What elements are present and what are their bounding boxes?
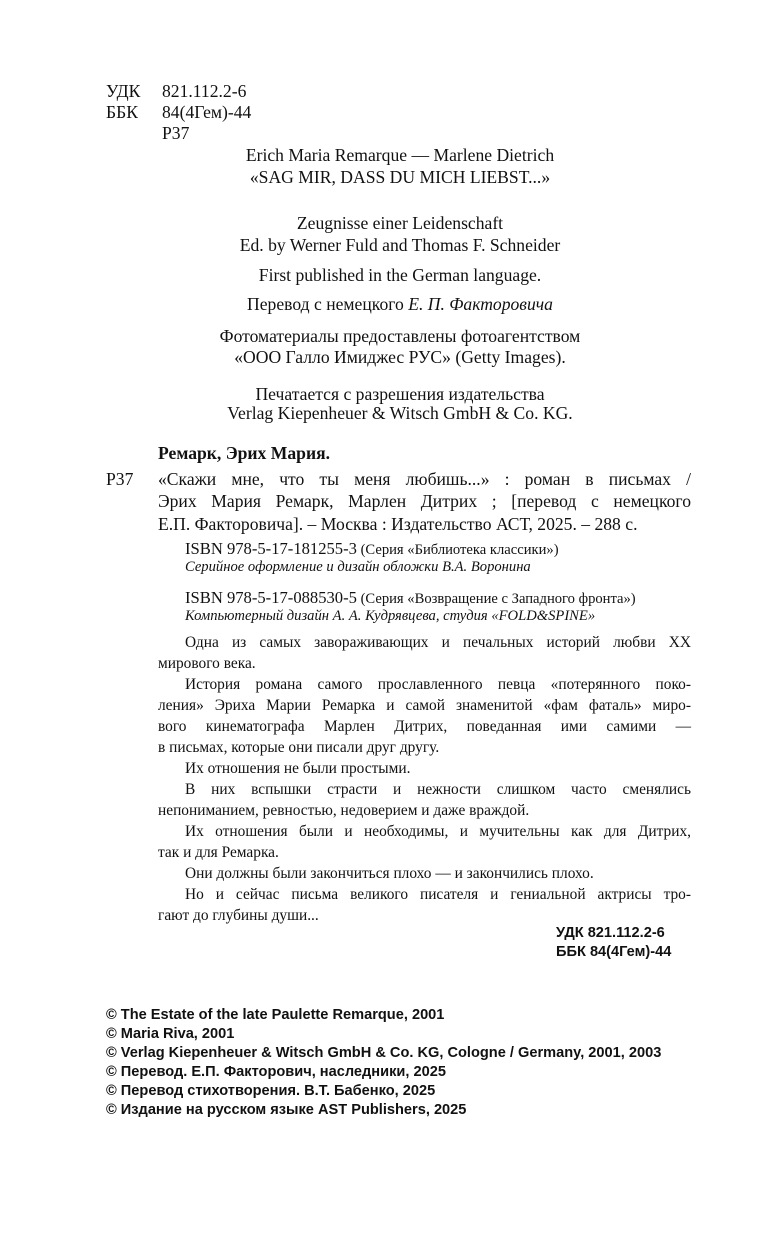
annotation-p3: Их отношения не были простыми. (185, 760, 411, 777)
original-title: «SAG MIR, DASS DU MICH LIEBST...» (249, 167, 551, 187)
annotation-p7a: Но и сейчас письма великого писателя и гениальной актрисы тро- (185, 886, 691, 903)
original-authors: Erich Maria Remarque — Marlene Dietrich (245, 145, 555, 165)
bbk-bottom: ББК 84(4Гем)-44 (556, 944, 672, 960)
copyright-line-1: © The Estate of the late Paulette Remarque, 2001 (106, 1007, 445, 1023)
record-desc-1: «Скажи мне, что ты меня любишь...» : роман в письмах / (158, 469, 691, 489)
annotation-p6: Они должны были закончиться плохо — и закончились плохо. (185, 865, 594, 882)
copyright-line-2: © Maria Riva, 2001 (106, 1026, 235, 1042)
annotation-p1a: Одна из самых завораживающих и печальных историй любви XX (185, 634, 691, 651)
translator-name: Е. П. Факторовича (408, 294, 553, 314)
series-2: (Серия «Возвращение с Западного фронта») (356, 591, 636, 607)
translation-prefix: Перевод с немецкого (247, 294, 409, 314)
isbn-line-1 (185, 538, 559, 560)
isbn-line-2 (185, 587, 636, 609)
annotation-p5b: так и для Ремарка. (158, 844, 279, 861)
annotation-p5a: Их отношения были и необходимы, и мучительны как для Дитрих, (185, 823, 691, 840)
copyright-line-6: © Издание на русском языке AST Publishers, 2025 (106, 1102, 467, 1118)
bbk-code: 84(4Гем)-44 (162, 102, 252, 122)
isbn-2: ISBN 978-5-17-088530-5 (185, 588, 357, 607)
design-credit-2: Компьютерный дизайн А. А. Кудрявцева, студия «FOLD&SPINE» (185, 608, 596, 624)
annotation-p2a: История романа самого прославленного певца «потерянного поко- (185, 676, 691, 693)
record-desc-2: Эрих Мария Ремарк, Марлен Дитрих ; [перевод с немецкого (158, 491, 691, 511)
annotation-p2b: ления» Эриха Марии Ремарка и самой знаменитой «фам фаталь» миро- (158, 697, 691, 714)
original-subtitle: Zeugnisse einer Leidenschaft (296, 213, 504, 233)
annotation-p4b: непониманием, ревностью, недоверием и даже враждой. (158, 802, 530, 819)
annotation-p2d: в письмах, которые они писали друг другу. (158, 739, 440, 756)
series-1: (Серия «Библиотека классики») (356, 542, 559, 558)
photo-credit-1: Фотоматериалы предоставлены фотоагентством (219, 326, 581, 346)
record-code: Р37 (106, 469, 134, 489)
isbn-1: ISBN 978-5-17-181255-3 (185, 539, 357, 558)
design-credit-1: Серийное оформление и дизайн обложки В.А. Воронина (185, 559, 531, 575)
bbk-label: ББК (106, 102, 138, 122)
record-author: Ремарк, Эрих Мария. (158, 443, 330, 463)
original-editors: Ed. by Werner Fuld and Thomas F. Schneider (239, 235, 561, 255)
annotation-p7b: гают до глубины души... (158, 907, 319, 924)
annotation-p2c: вого кинематографа Марлен Дитрих, поведанная ими самими — (158, 718, 691, 735)
permission-2: Verlag Kiepenheuer & Witsch GmbH & Co. KG. (227, 403, 573, 423)
first-published: First published in the German language. (258, 265, 542, 285)
udk-code: 821.112.2-6 (162, 81, 247, 101)
copyright-line-3: © Verlag Kiepenheuer & Witsch GmbH & Co. KG, Cologne / Germany, 2001, 2003 (106, 1045, 662, 1061)
udk-label: УДК (106, 81, 141, 101)
annotation-p4a: В них вспышки страсти и нежности слишком часто сменялись (185, 781, 691, 798)
translation-line (140, 293, 660, 315)
annotation-p1b: мирового века. (158, 655, 256, 672)
copyright-line-4: © Перевод. Е.П. Факторович, наследники, 2025 (106, 1064, 446, 1080)
author-mark: Р37 (162, 123, 190, 143)
record-desc-3: Е.П. Факторовича]. – Москва : Издательство АСТ, 2025. – 288 с. (158, 514, 638, 534)
udk-bottom: УДК 821.112.2-6 (556, 925, 665, 941)
photo-credit-2: «ООО Галло Имиджес РУС» (Getty Images). (234, 347, 566, 367)
permission-1: Печатается с разрешения издательства (255, 384, 545, 404)
copyright-line-5: © Перевод стихотворения. В.Т. Бабенко, 2025 (106, 1083, 436, 1099)
